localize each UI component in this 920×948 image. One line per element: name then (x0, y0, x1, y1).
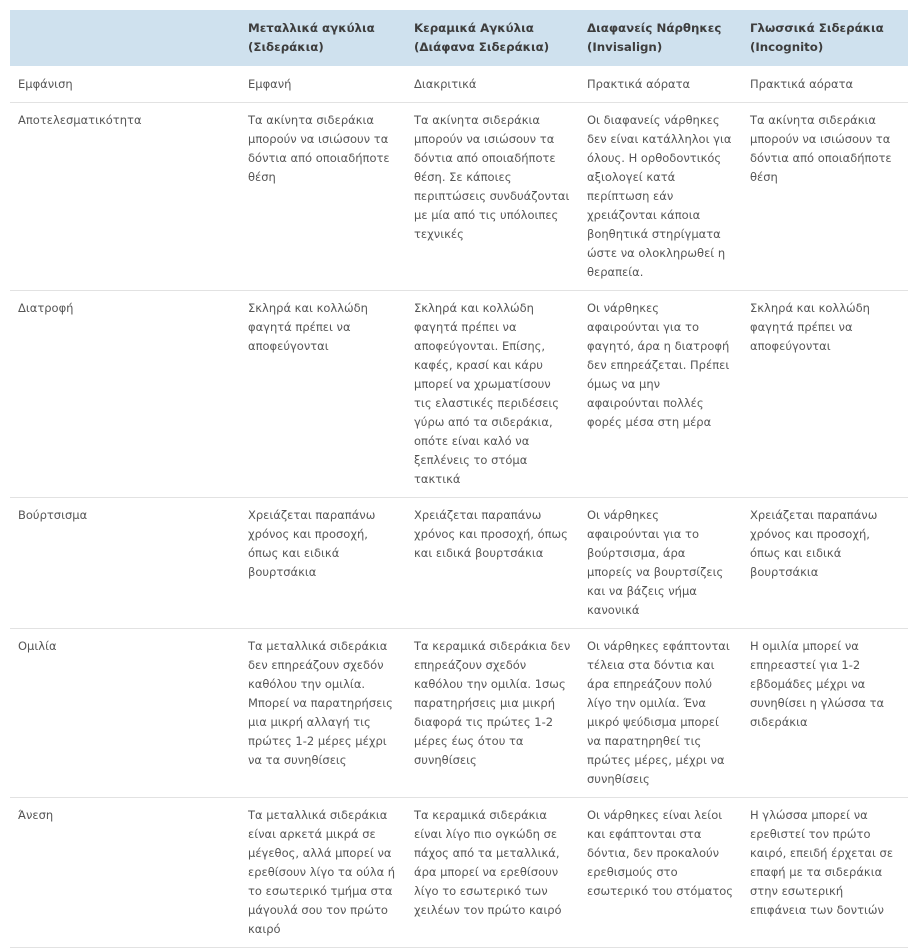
table-body (10, 66, 908, 948)
cell-metal: Χρειάζεται παραπάνω χρόνος και προσοχή, όπως και ειδικά βουρτσάκια (240, 498, 406, 629)
cell-metal: Τα μεταλλικά σιδεράκια δεν επηρεάζουν σχεδόν καθόλου την ομιλία. Μπορεί να παρατηρήσεις μια μικρή αλλαγή τις πρώτες 1-2 μέρες μέχρι να τα συνηθίσεις (240, 629, 406, 798)
cell-lingual: Η ομιλία μπορεί να επηρεαστεί για 1-2 εβδομάδες μέχρι να συνηθίσει η γλώσσα τα σιδεράκια (742, 629, 908, 798)
cell-metal: Τα μεταλλικά σιδεράκια είναι αρκετά μικρά σε μέγεθος, αλλά μπορεί να ερεθίσουν λίγο τα ούλα ή το εσωτερικό τμήμα στα μάγουλά σου τον πρώτο καιρό (240, 798, 406, 948)
cell-ceramic: Χρειάζεται παραπάνω χρόνος και προσοχή, όπως και ειδικά βουρτσάκια (406, 498, 579, 629)
row-feature: Βούρτσισμα (10, 498, 240, 629)
cell-lingual: Πρακτικά αόρατα (742, 66, 908, 103)
table-row-speech (10, 629, 908, 798)
table-header (10, 10, 908, 66)
cell-lingual: Τα ακίνητα σιδεράκια μπορούν να ισιώσουν τα δόντια από οποιαδήποτε θέση (742, 103, 908, 291)
header-clear-aligners: Διαφανείς Νάρθηκες (Invisalign) (587, 21, 722, 54)
header-ceramic-braces: Κεραμικά Αγκύλια (Διάφανα Σιδεράκια) (414, 21, 550, 54)
cell-ceramic: Τα κεραμικά σιδεράκια είναι λίγο πιο ογκώδη σε πάχος από τα μεταλλικά, άρα μπορεί να ερεθίσουν λίγο το εσωτερικό των χειλέων τον πρώτο καιρό (406, 798, 579, 948)
cell-metal: Εμφανή (240, 66, 406, 103)
row-feature: Αποτελεσματικότητα (10, 103, 240, 291)
table-row-diet (10, 291, 908, 498)
comparison-table (10, 10, 908, 948)
row-feature: Διατροφή (10, 291, 240, 498)
cell-ceramic: Διακριτικά (406, 66, 579, 103)
cell-aligners: Οι νάρθηκες αφαιρούνται για το βούρτσισμα, άρα μπορείς να βουρτσίζεις και να βάζεις νήμα κανονικά (579, 498, 742, 629)
cell-metal: Τα ακίνητα σιδεράκια μπορούν να ισιώσουν τα δόντια από οποιαδήποτε θέση (240, 103, 406, 291)
cell-ceramic: Τα κεραμικά σιδεράκια δεν επηρεάζουν σχεδόν καθόλου την ομιλία. 1σως παρατηρήσεις μια μικρή διαφορά τις πρώτες 1-2 μέρες έως ότου τα συνηθίσεις (406, 629, 579, 798)
cell-aligners: Οι διαφανείς νάρθηκες δεν είναι κατάλληλοι για όλους. Η ορθοδοντικός αξιολογεί κατά περίπτωση εάν χρειάζονται κάποια βοηθητικά στηρίγματα ώστε να ολοκληρωθεί η θεραπεία. (579, 103, 742, 291)
row-feature: Ομιλία (10, 629, 240, 798)
table-row-brushing (10, 498, 908, 629)
header-feature (10, 10, 240, 66)
cell-ceramic: Τα ακίνητα σιδεράκια μπορούν να ισιώσουν τα δόντια από οποιαδήποτε θέση. Σε κάποιες περιπτώσεις συνδυάζονται με μία από τις υπόλοιπες τεχνικές (406, 103, 579, 291)
header-row (10, 10, 908, 66)
table-row-comfort (10, 798, 908, 948)
cell-aligners: Οι νάρθηκες αφαιρούνται για το φαγητό, άρα η διατροφή δεν επηρεάζεται. Πρέπει όμως να μην αφαιρούνται πολλές φορές μέσα στη μέρα (579, 291, 742, 498)
cell-aligners: Πρακτικά αόρατα (579, 66, 742, 103)
header-metal-braces: Μεταλλικά αγκύλια (Σιδεράκια) (248, 21, 375, 54)
cell-lingual: Η γλώσσα μπορεί να ερεθιστεί τον πρώτο καιρό, επειδή έρχεται σε επαφή με τα σιδεράκια στην εσωτερική επιφάνεια των δοντιών (742, 798, 908, 948)
row-feature: Εμφάνιση (10, 66, 240, 103)
cell-aligners: Οι νάρθηκες είναι λείοι και εφάπτονται στα δόντια, δεν προκαλούν ερεθισμούς στο εσωτερικό του στόματος (579, 798, 742, 948)
table-row-effectiveness (10, 103, 908, 291)
cell-metal: Σκληρά και κολλώδη φαγητά πρέπει να αποφεύγονται (240, 291, 406, 498)
row-feature: Άνεση (10, 798, 240, 948)
cell-aligners: Οι νάρθηκες εφάπτονται τέλεια στα δόντια και άρα επηρεάζουν πολύ λίγο την ομιλία. Ένα μικρό ψεύδισμα μπορεί να παρατηρηθεί τις πρώτες μέρες, μέχρι να συνηθίσεις (579, 629, 742, 798)
header-lingual-braces: Γλωσσικά Σιδεράκια (Incognito) (750, 21, 884, 54)
cell-lingual: Χρειάζεται παραπάνω χρόνος και προσοχή, όπως και ειδικά βουρτσάκια (742, 498, 908, 629)
cell-ceramic: Σκληρά και κολλώδη φαγητά πρέπει να αποφεύγονται. Επίσης, καφές, κρασί και κάρυ μπορεί να χρωματίσουν τις ελαστικές περιδέσεις γύρω από τα σιδεράκια, οπότε είναι καλό να ξεπλένεις το στόμα τακτικά (406, 291, 579, 498)
table-row-appearance (10, 66, 908, 103)
cell-lingual: Σκληρά και κολλώδη φαγητά πρέπει να αποφεύγονται (742, 291, 908, 498)
